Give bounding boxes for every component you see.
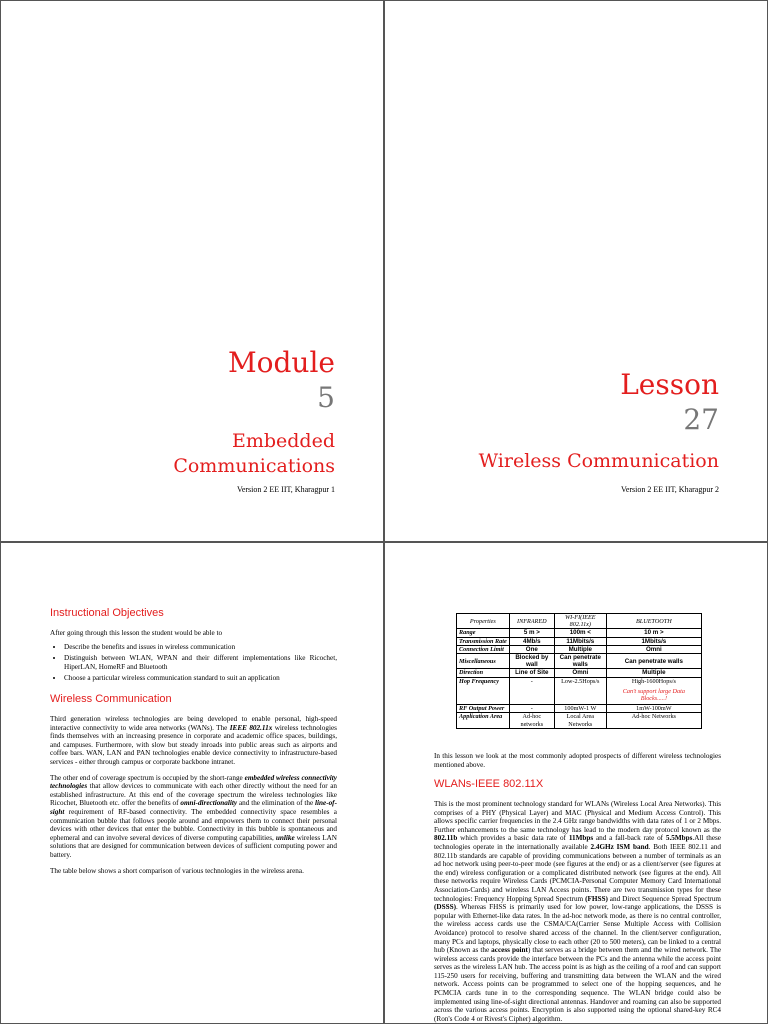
table-row: Hop Frequency - Low-2.5Hops/s High-1600Hops/s Can't support large Data Blocks.....!: [457, 677, 702, 705]
page-footer: Version 2 EE IIT, Kharagpur 1: [236, 485, 335, 494]
table-row: Direction Line of Site Omni Multiple: [457, 669, 702, 677]
module-subtitle-line2: Communications: [173, 455, 335, 477]
module-number: 5: [317, 381, 335, 414]
lesson-label: Lesson: [620, 368, 719, 401]
table-header: Properties: [457, 614, 510, 629]
table-header: INFRARED: [509, 614, 554, 629]
list-item: • Describe the benefits and issues in wireless communication: [64, 643, 337, 652]
page-footer: Version 2 EE IIT, Kharagpur 2: [620, 485, 719, 494]
module-label: Module: [227, 346, 335, 379]
table-row: Range 5 m > 100m < 10 m >: [457, 629, 702, 637]
table-row: Miscellaneous Blocked by wall Can penetrate walls Can penetrate walls: [457, 654, 702, 669]
table-row: Application Area Ad-hoc networks Local Area Networks Ad-hoc Networks: [457, 713, 702, 728]
table-row: Connection Limit One Multiple Omni: [457, 645, 702, 653]
section-heading: WLANs-IEEE 802.11X: [434, 778, 544, 790]
page-4: [384, 542, 768, 1024]
page-3: [0, 542, 384, 1024]
objectives-list: [50, 643, 337, 683]
intro-paragraph: In this lesson we look at the most commonly adopted prospects of different wireless technologies mentioned above.: [434, 752, 721, 769]
module-subtitle-line1: Embedded: [231, 430, 335, 452]
page-1: [0, 0, 384, 542]
paragraph: Third generation wireless technologies are being developed to enable personal, high-speed interactive connectivity to wide area networks (WANs). The IEEE 802.11x wireless technologies finds themselves with an increasing presence in corporate and academic office spaces, buildings, and campuses. Furthermore, with slow but steady inroads into public areas such as airports and coffee bars. WAN, LAN and PAN technologies enable device connectivity to infrastructure-based services - either through campus or corporate backbone intranet.: [50, 715, 337, 766]
table-header: WI-FI(IEEE 802.11x): [554, 614, 606, 629]
objectives-intro: After going through this lesson the student would be able to: [50, 629, 223, 637]
paragraph: This is the most prominent technology standard for WLANs (Wireless Local Area Networks). This comprises of a PHY (Physical Layer) and MAC (Physical and Medium Access Control). This allows specific carrier frequencies in the 2.4 GHz range bandwidths with data rates of 1 or 2 Mbps. Further enhancements to the same technology has lead to the modern day protocol known as the 802.11b which provides a basic data rate of 11Mbps and a fall-back rate of 5.5Mbps.All these technologies operate in the internationally available 2.4GHz ISM band. Both IEEE 802.11 and 802.11b standards are capable of providing communications between a number of terminals as an ad hoc network using peer-to-peer mode (see figures at the end) or as a client/server (see figures at the end) wireless configuration or a complicated distributed network (see figures at the end). All these networks require Wireless Cards (PCMCIA-Personal Computer Memory Card International Association-Cards) and wireless LAN Access points. There are two transmission types for these technologies: Frequency Hopping Spread Spectrum (FHSS) and Direct Sequence Spread Spectrum (DSSS). Whereas FHSS is primarily used for low power, low-range applications, the DSSS is popular with Ethernet-like data rates. In the ad-hoc network mode, as there is no central controller, the wireless access cards use the CSMA/CA(Carrier Sense Multiple Access with Collision Avoidance) protocol to resolve shared access of the channel. In the client/server configuration, many PCs and laptops, physically close to each other (20 to 500 meters), can be linked to a central hub (Known as the access point) that serves as a bridge between them and the wired network. The wireless access cards provide the interface between the PCs and the antenna while the access point serves as the wireless LAN hub. The access point is as high as the ceiling of a roof and can support 115-250 users for receiving, buffering and transmitting data between the WLAN and the wired network. Access points can be programmed to select one of the hopping sequences, and he PCMCIA cards tune in to the corresponding sequence. The WLAN bridge could also be implemented using line-of-sight directional antennas. Handover and roaming can also be supported across the various access points. Encryption is also supported using the optional shared-key RC4 (Ron's Code 4 or Rivest's Cipher) algorithm.: [434, 800, 722, 1023]
table-row: RF Output Power - 100mW-1 W 1mW-100mW: [457, 705, 702, 713]
lesson-subtitle: Wireless Communication: [478, 450, 719, 472]
table-note: Can't support large Data Blocks.....!: [622, 687, 685, 703]
list-item: • Choose a particular wireless communication standard to suit an application: [64, 674, 337, 683]
table-row: Transmission Rate 4Mb/s 11Mbits/s 1Mbits/s: [457, 637, 702, 645]
objectives-heading: Instructional Objectives: [50, 607, 164, 619]
page-2: [384, 0, 768, 542]
lesson-number: 27: [683, 403, 719, 436]
list-item: • Distinguish between WLAN, WPAN and their different implementations like Ricochet, HiperLAN, HomeRF and Bluetooth: [64, 654, 337, 671]
comparison-table: [456, 613, 702, 729]
table-header: BLUETOOTH: [606, 614, 701, 629]
paragraph: The other end of coverage spectrum is occupied by the short-range embedded wireless connectivity technologies that allow devices to communicate with each other directly without the need for an established infrastructure. At this end of the coverage spectrum the wireless technologies like Ricochet, Bluetooth etc. offer the benefits of omni-directionality and the elimination of the line-of-sight requirement of RF-based connectivity. The embedded connectivity space resembles a communication bubble that follows people around and empowers them to connect their personal devices with other devices that enter the bubble. Connectivity in this bubble is spontaneous and ephemeral and can involve several devices of diverse computing capabilities, unlike wireless LAN solutions that are designed for communication between devices of sufficient computing power and battery.: [50, 773, 338, 859]
paragraph: The table below shows a short comparison of various technologies in the wireless arena.: [50, 866, 304, 875]
section-heading: Wireless Communication: [50, 693, 172, 705]
table-header-row: [457, 614, 702, 629]
